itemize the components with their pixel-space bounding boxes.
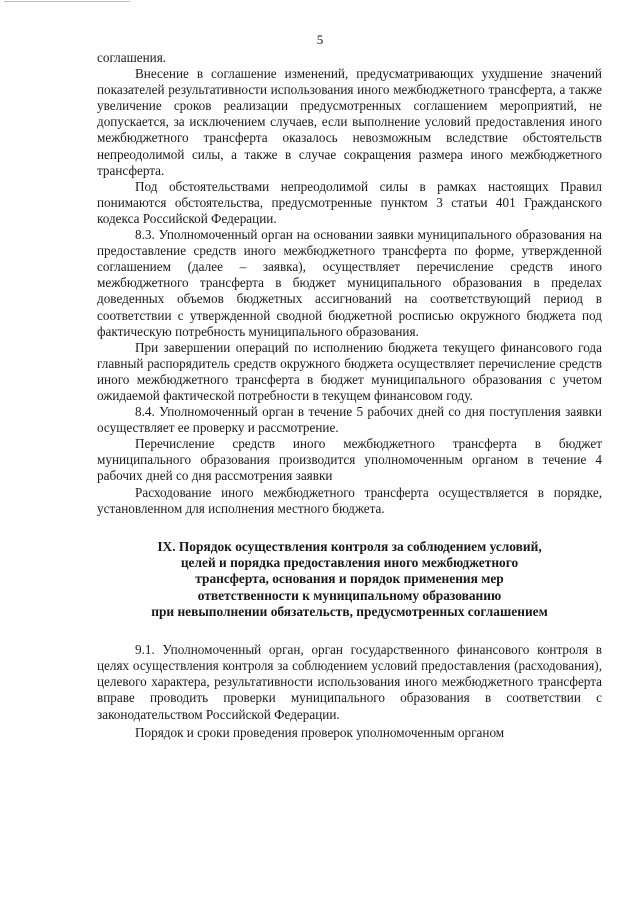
paragraph-force-majeure: Под обстоятельствами непреодолимой силы в рамках настоящих Правил понимаются обстоятельства, предусмотренные пунктом 3 статьи 401 Гражданского кодекса Российской Федерации.	[97, 178, 602, 226]
section-title-line: целей и порядка предоставления иного межбюджетного	[180, 555, 519, 571]
page-number: 5	[316, 32, 324, 47]
paragraph-transfer-timing: Перечисление средств иного межбюджетного трансферта в бюджет муниципального образования производится уполномоченным органом в течение 4 рабочих дней со дня рассмотрения заявки	[97, 436, 602, 484]
paragraph-year-end-operations: При завершении операций по исполнению бюджета текущего финансового года главный распорядитель средств окружного бюджета осуществляет перечисление средств иного межбюджетного трансферта в бюджет муниципального образования с учетом ожидаемой фактической потребности в текущем финансовом году.	[97, 339, 602, 403]
section-title-line: при невыполнении обязательств, предусмотренных соглашением	[151, 603, 548, 619]
paragraph-8-3: 8.3. Уполномоченный орган на основании заявки муниципального образования на предоставление средств иного межбюджетного трансферта по форме, утвержденной соглашением (далее – заявка), осуществляет перечисление средств иного межбюджетного трансферта в бюджет муниципального образования в пределах доведенных объемов бюджетных ассигнований на соответствующий период в соответствии с утвержденной сводной бюджетной росписью окружного бюджета под фактическую потребность муниципального образования.	[97, 227, 602, 339]
paragraph-spending-procedure: Расходование иного межбюджетного трансферта осуществляется в порядке, установленном для исполнения местного бюджета.	[97, 484, 602, 516]
section-title-line: ответственности к муниципальному образованию	[197, 587, 502, 603]
paragraph-amendments: Внесение в соглашение изменений, предусматривающих ухудшение значений показателей результативности использования иного межбюджетного трансферта, а также увеличение сроков реализации предусмотренных соглашением мероприятий, не допускается, за исключением случаев, если выполнение условий предоставления иного межбюджетного трансферта оказалось невозможным вследствие обстоятельств непреодолимой силы, а также в случае сокращения размера иного межбюджетного трансферта.	[97, 66, 602, 178]
scan-edge-line	[4, 1, 130, 2]
paragraph-continuation: соглашения.	[97, 50, 167, 65]
section-title-line: IX. Порядок осуществления контроля за соблюдением условий,	[157, 538, 542, 554]
paragraph-inspection-procedure: Порядок и сроки проведения проверок уполномоченным органом	[135, 724, 505, 740]
document-body	[97, 50, 602, 741]
section-title-line: трансферта, основания и порядок применения мер	[195, 571, 504, 587]
paragraph-9-1: 9.1. Уполномоченный орган, орган государственного финансового контроля в целях осуществления контроля за соблюдением условий предоставления (расходования), целевого характера, результативности использования иного межбюджетного трансферта вправе проводить проверки муниципального образования в соответствии с законодательством Российской Федерации.	[97, 642, 602, 722]
section-title	[97, 539, 602, 620]
paragraph-8-4: 8.4. Уполномоченный орган в течение 5 рабочих дней со дня поступления заявки осуществляет ее проверку и рассмотрение.	[97, 404, 602, 436]
